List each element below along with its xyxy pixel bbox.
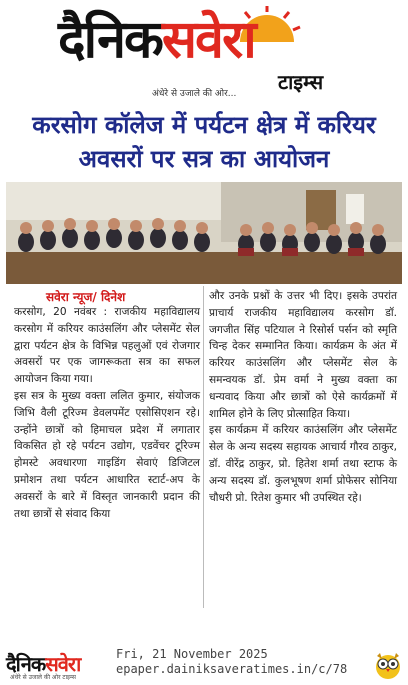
article-paragraph: और उनके प्रश्नों के उत्तर भी दिए। इसके उपरांत प्राचार्य राजकीय महाविद्यालय करसोग डॉ. जगजीत सिंह पटियाल ने रिसोर्स पर्सन को स्मृति चिन्ह देकर सम्मानित किया। कार्यक्रम के अंत में करियर काउंसलिंग और प्लेसमेंट सेल के समन्वयक डॉ. प्रेम वर्मा ने मुख्य वक्ता का धन्यवाद किया और छात्रों को ऐसे कार्यक्रमों में शामिल होने के लिए प्रोत्साहित किया। xyxy=(209,290,397,420)
article-column-left xyxy=(14,304,200,522)
footer-date: Fri, 21 November 2025 xyxy=(116,647,268,661)
logo-word-dainik: दैनिक xyxy=(58,10,162,70)
article-paragraph: इस सत्र के मुख्य वक्ता ललित कुमार, संयोजक जिभि वैली टूरिज्म डेवलपमेंट एसोसिएशन रहे। उन्होंने छात्रों को हिमाचल प्रदेश में लगातार विकसित हो रहे पर्यटन उद्योग, एडवेंचर टूरिज्म होमस्टे अवधारणा गाइडिंग सेवाएं डिजिटल प्रमोशन तथा पर्यटन आधारित स्टार्ट-अप के अवसरों के बारे में विस्तृत जानकारी प्रदान की तथा छात्रों से संवाद किया xyxy=(14,389,200,520)
article-paragraph: करसोग, 20 नवंबर : राजकीय महाविद्यालय करसोग में करियर काउंसलिंग और प्लेसमेंट सेल द्वारा पर्यटन क्षेत्र के विभिन्न पहलुओं एवं रोजगार अवसरों पर एक जागरूकता सत्र का सफल आयोजन किया गया। xyxy=(14,306,200,386)
masthead-tagline: अंधेरे से उजाले की ओर... xyxy=(152,89,237,99)
article-photo xyxy=(6,182,402,284)
owl-icon xyxy=(374,650,402,680)
logo-word-savera: सवेरा xyxy=(161,10,255,70)
masthead xyxy=(0,0,408,100)
footer-tagline: अंधेरे से उजाले की ओर टाइम्स xyxy=(10,674,76,681)
column-divider xyxy=(203,286,204,608)
article-byline: सवेरा न्यूज/ दिनेश xyxy=(46,290,126,304)
footer-url[interactable]: epaper.dainiksaveratimes.in/c/78 xyxy=(116,662,348,676)
footer-logo-savera: सवेरा xyxy=(45,652,81,676)
article-column-right xyxy=(209,288,397,506)
masthead-logo[interactable] xyxy=(58,10,255,70)
logo-word-times: टाइम्स xyxy=(278,70,324,94)
footer-logo-dainik: दैनिक xyxy=(6,652,46,676)
article-paragraph: इस कार्यक्रम में करियर काउंसलिंग और प्लेसमेंट सेल के अन्य सदस्य सहायक आचार्य गौरव ठाकुर, डॉ. वीरेंद्र ठाकुर, प्रो. हितेश शर्मा तथा स्टाफ के अन्य सदस्य डॉ. कुलभूषण शर्मा प्रोफेसर सोनिया चौधरी प्रो. रितेश कुमार भी उपस्थित रहे। xyxy=(209,424,397,504)
classroom-photo xyxy=(6,182,402,284)
article-headline: करसोग कॉलेज में पर्यटन क्षेत्र में करियर अवसरों पर सत्र का आयोजन xyxy=(32,111,376,173)
